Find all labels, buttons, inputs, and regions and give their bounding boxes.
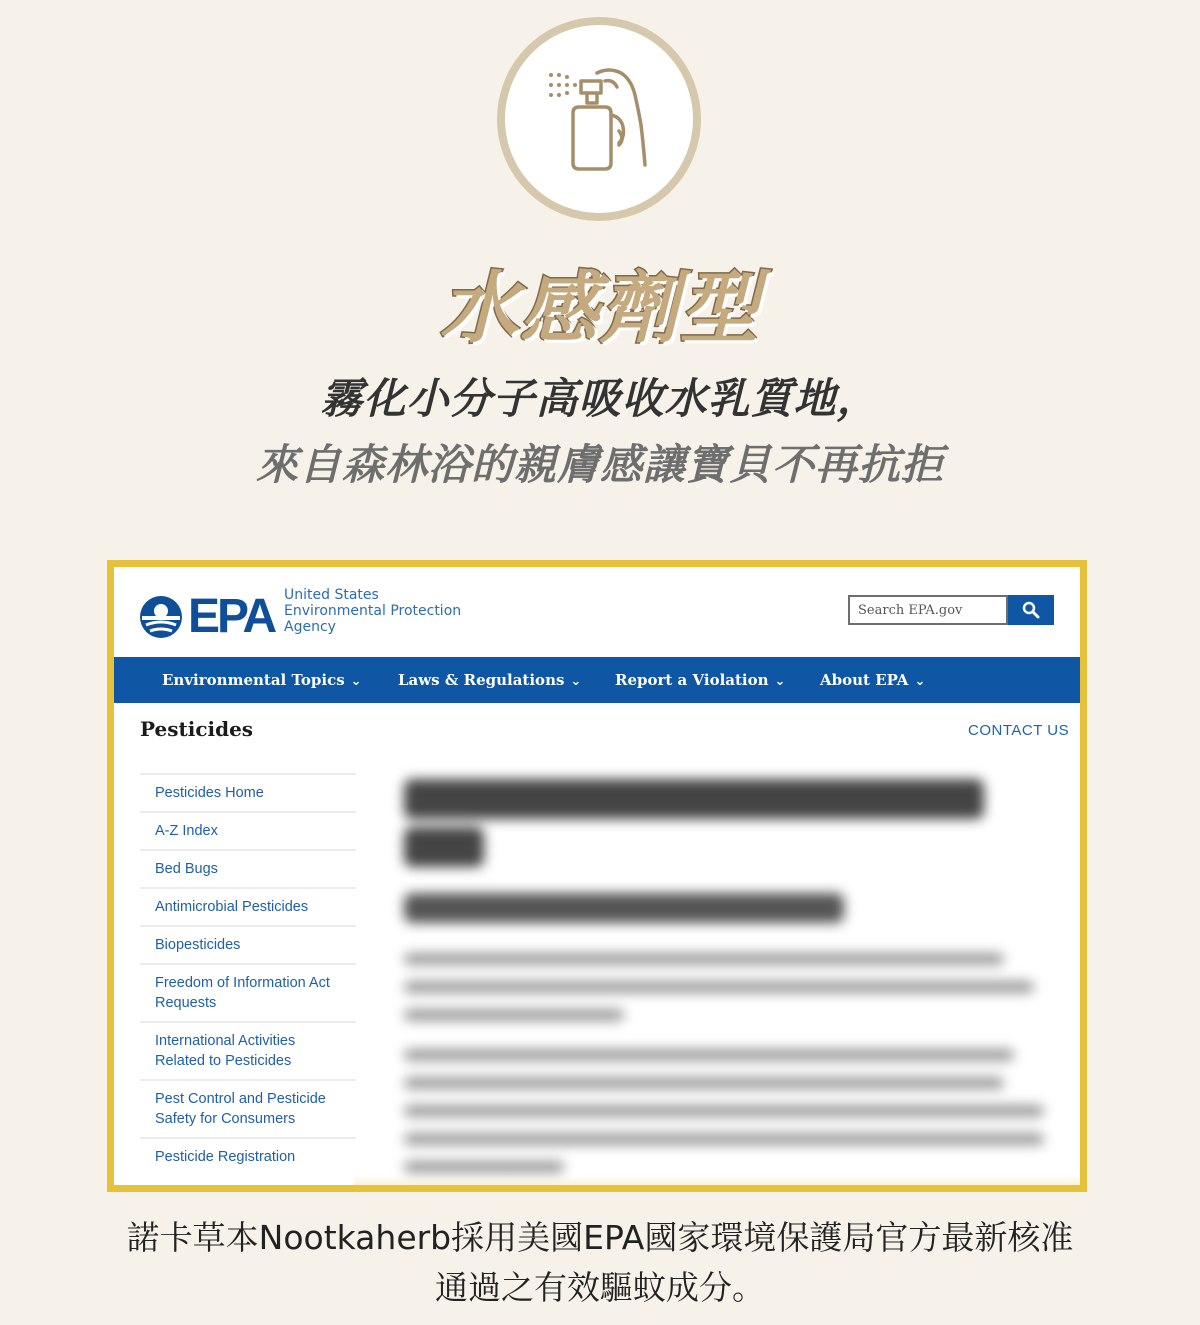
nav-label: Laws & Regulations bbox=[398, 671, 565, 689]
bottom-fade bbox=[354, 1175, 1084, 1192]
sidebar-item-pest-control[interactable]: Pest Control and Pesticide Safety for Consumers bbox=[140, 1079, 356, 1137]
contact-us-link[interactable]: CONTACT US bbox=[968, 722, 1070, 739]
blurred-article bbox=[404, 767, 1044, 1187]
sidebar-item-foia[interactable]: Freedom of Information Act Requests bbox=[140, 963, 356, 1021]
page-title: Pesticides bbox=[140, 717, 254, 741]
epa-header bbox=[114, 567, 1080, 657]
chevron-down-icon: ⌄ bbox=[350, 674, 362, 689]
nav-label: Environmental Topics bbox=[162, 671, 345, 689]
spray-bottle-hand-icon bbox=[497, 17, 701, 221]
nav-report-violation[interactable] bbox=[615, 657, 785, 703]
nav-label: Report a Violation bbox=[615, 671, 769, 689]
epa-screenshot-frame bbox=[107, 560, 1087, 1192]
epa-logo[interactable] bbox=[138, 589, 274, 644]
blurred-text-line bbox=[404, 953, 1004, 965]
headline: 水感劑型 bbox=[439, 264, 760, 354]
sidebar-item-bed-bugs[interactable]: Bed Bugs bbox=[140, 849, 356, 887]
subtitle-line-2: 來自森林浴的親膚感讓寶貝不再抗拒 bbox=[255, 440, 944, 489]
agency-line-3: Agency bbox=[284, 619, 336, 635]
subtitle-line-1: 霧化小分子高吸收水乳質地， bbox=[320, 374, 880, 423]
nav-about-epa[interactable] bbox=[820, 657, 925, 703]
blurred-heading bbox=[404, 779, 984, 819]
blurred-text-line bbox=[404, 1133, 1044, 1145]
search-icon bbox=[1022, 601, 1040, 619]
chevron-down-icon: ⌄ bbox=[774, 674, 786, 689]
epa-agency-name bbox=[284, 587, 461, 635]
agency-line-1: United States bbox=[284, 587, 379, 603]
sidebar-nav bbox=[140, 773, 356, 1175]
sidebar-item-antimicrobial[interactable]: Antimicrobial Pesticides bbox=[140, 887, 356, 925]
sidebar-item-pesticides-home[interactable]: Pesticides Home bbox=[140, 773, 356, 811]
sidebar-item-international[interactable]: International Activities Related to Pesticides bbox=[140, 1021, 356, 1079]
sidebar-item-biopesticides[interactable]: Biopesticides bbox=[140, 925, 356, 963]
nav-label: About EPA bbox=[820, 671, 909, 689]
chevron-down-icon: ⌄ bbox=[914, 674, 926, 689]
caption-line-2: 通過之有效驅蚊成分。 bbox=[435, 1268, 765, 1307]
blurred-date bbox=[404, 893, 844, 923]
sidebar-item-az-index[interactable]: A-Z Index bbox=[140, 811, 356, 849]
blurred-text-line bbox=[404, 1161, 564, 1173]
epa-seal-icon bbox=[138, 594, 184, 640]
search-button[interactable] bbox=[1008, 595, 1054, 625]
main-nav bbox=[114, 657, 1080, 703]
nav-environmental-topics[interactable] bbox=[162, 657, 362, 703]
chevron-down-icon: ⌄ bbox=[570, 674, 582, 689]
blurred-text-line bbox=[404, 1105, 1044, 1117]
blurred-text-line bbox=[404, 981, 1034, 993]
blurred-heading bbox=[404, 827, 484, 867]
agency-line-2: Environmental Protection bbox=[284, 603, 462, 619]
blurred-text-line bbox=[404, 1009, 624, 1021]
nav-laws-regulations[interactable] bbox=[398, 657, 581, 703]
caption-line-1: 諾卡草本Nootkaherb採用美國EPA國家環境保護局官方最新核准 bbox=[126, 1218, 1074, 1257]
blurred-text-line bbox=[404, 1049, 1014, 1061]
search-input[interactable]: Search EPA.gov bbox=[848, 595, 1008, 625]
blurred-text-line bbox=[404, 1077, 1004, 1089]
sidebar-item-registration[interactable]: Pesticide Registration bbox=[140, 1137, 356, 1175]
epa-logo-text: EPA bbox=[188, 590, 275, 643]
